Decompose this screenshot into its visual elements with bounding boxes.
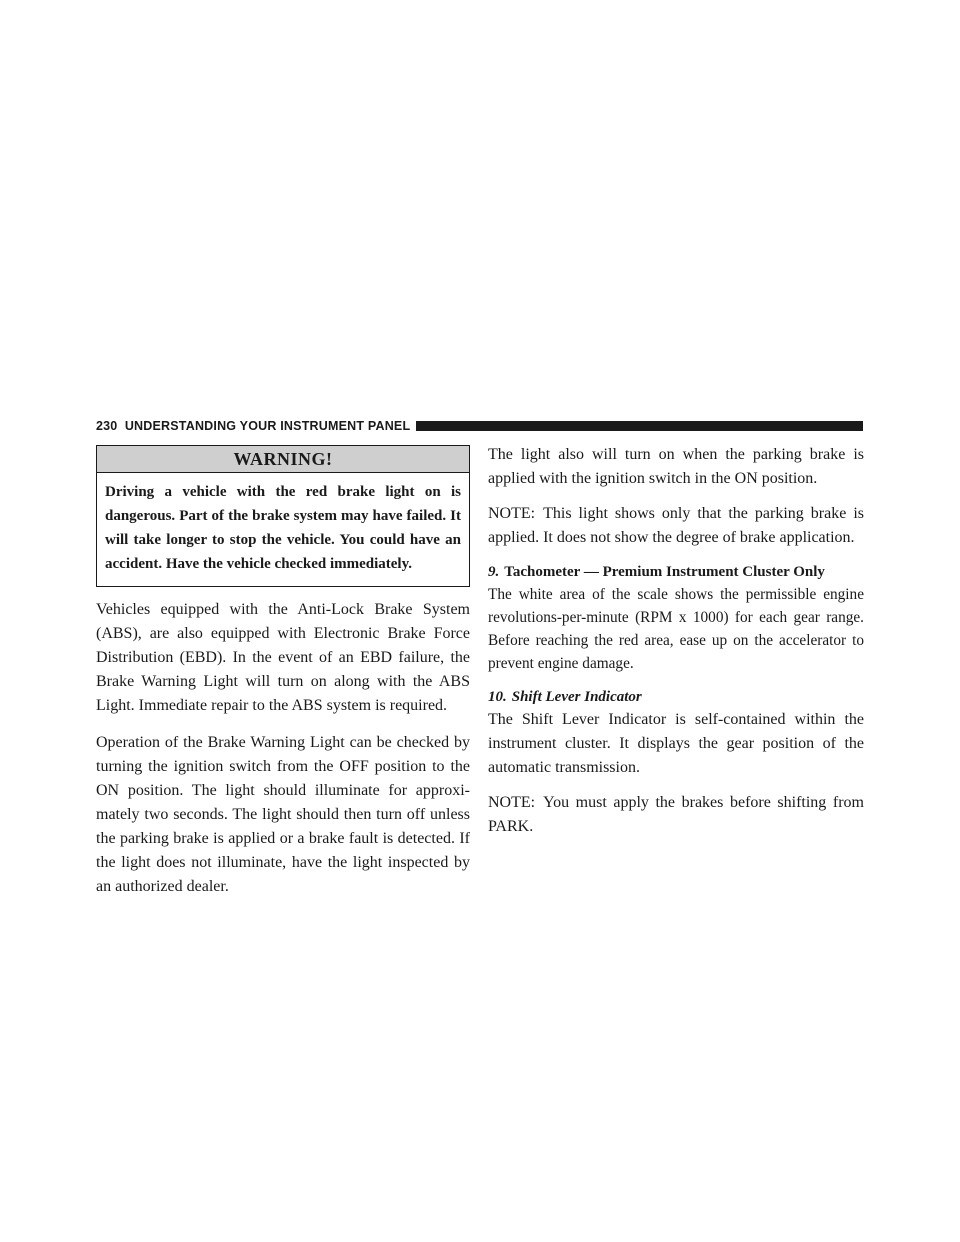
paragraph-shift-lever: The Shift Lever Indicator is self-contained within the instrument cluster. It displays the gear position of the automatic transmission. — [488, 711, 864, 776]
page-header-text — [96, 419, 410, 433]
section-heading-shift-lever — [488, 686, 864, 708]
note-label: NOTE: — [488, 505, 536, 522]
section-heading-text: Tachometer — Premium Instrument Cluster Only — [504, 564, 825, 580]
note-label: NOTE: — [488, 794, 536, 811]
note-text: You must apply the brakes before shifting from PARK. — [488, 794, 864, 835]
page-header — [96, 417, 863, 437]
section-title: UNDERSTANDING YOUR INSTRUMENT PANEL — [124, 419, 411, 433]
paragraph-ebd: Vehicles equipped with the Anti-Lock Brake System (ABS), are also equipped with Electronic Brake Force Distribution (EBD). In the event of an EBD failure, the Brake Warning Light will turn on along with the ABS Light. Immediate repair to the ABS system is required. — [96, 601, 470, 714]
note-park — [488, 791, 864, 839]
page-number: 230 — [96, 419, 118, 433]
section-number: 9. — [488, 564, 500, 580]
paragraph-brake-check: Operation of the Brake Warning Light can be checked by turning the ignition switch from the OFF position to the ON position. The light should illuminate for approxi-mately two seconds. The light should then turn off unless the parking brake is applied or a brake fault is detected. If the light does not illuminate, have the light inspected by an authorized dealer. — [96, 734, 470, 895]
note-parking-brake — [488, 502, 864, 550]
header-rule — [416, 421, 863, 431]
left-column — [96, 445, 470, 899]
warning-title: WARNING! — [97, 446, 469, 473]
right-column — [488, 443, 864, 839]
paragraph-parking-brake: The light also will turn on when the parking brake is applied with the ignition switch in the ON position. — [488, 446, 864, 487]
section-heading-text: Shift Lever Indicator — [511, 689, 642, 705]
section-heading-tachometer — [488, 561, 864, 583]
warning-text: Driving a vehicle with the red brake light on is dangerous. Part of the brake system may have failed. It will take longer to stop the vehicle. You could have an accident. Have the vehicle checked immediately. — [105, 484, 461, 572]
section-number: 10. — [488, 689, 507, 705]
note-text: This light shows only that the parking brake is applied. It does not show the degree of brake application. — [488, 505, 864, 546]
paragraph-tachometer: The white area of the scale shows the permissible engine revolutions-per-minute (RPM x 1000) for each gear range. Before reaching the red area, ease up on the accelerator to prevent engine damage. — [488, 586, 864, 672]
warning-box — [96, 445, 470, 587]
